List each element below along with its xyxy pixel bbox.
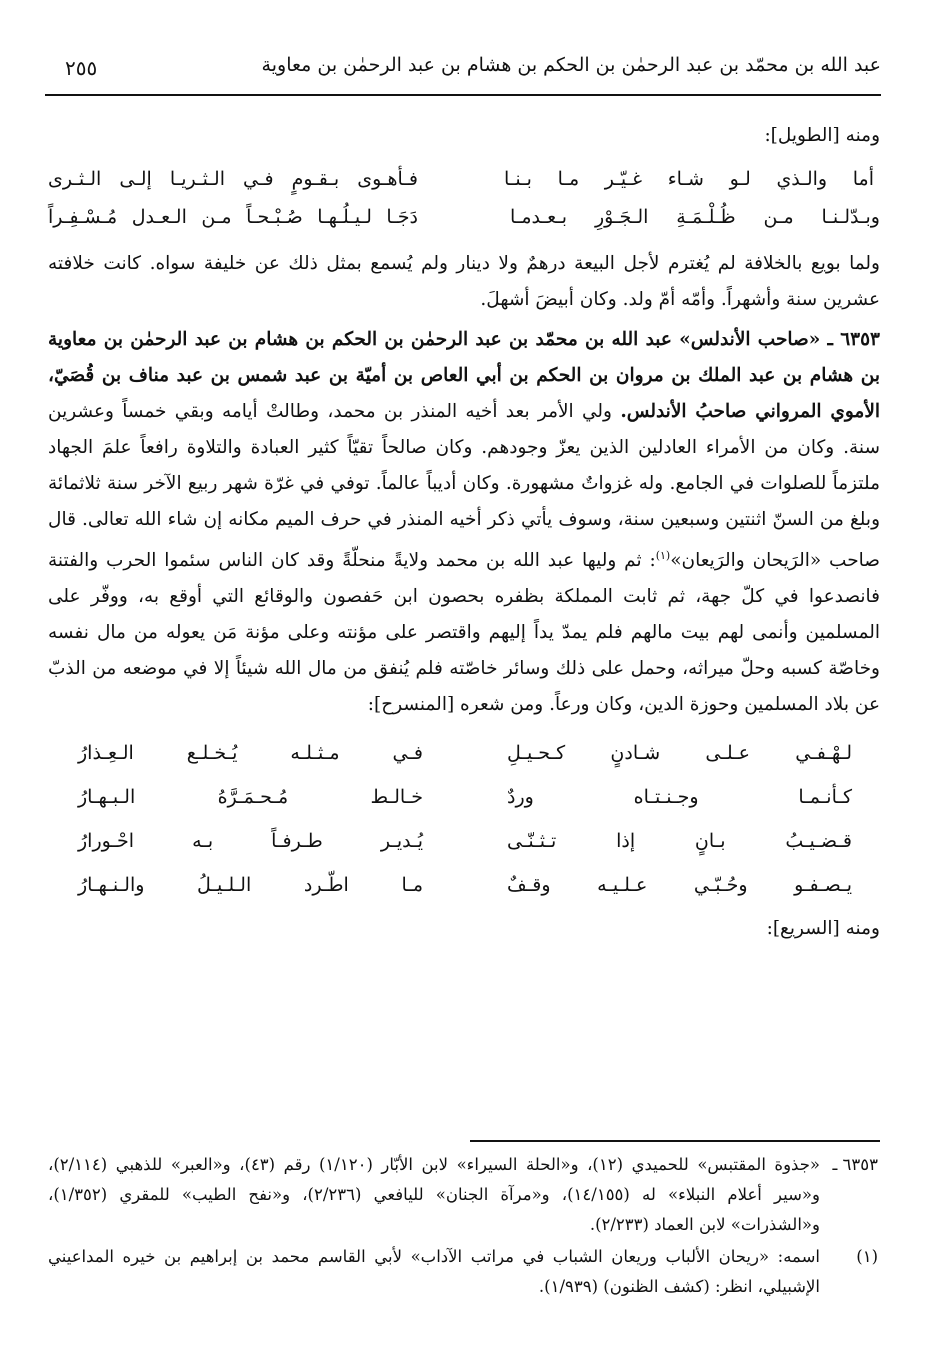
poem2-verse-2 bbox=[78, 775, 852, 819]
meter-closing: ومنه [السريع]: bbox=[766, 918, 880, 940]
poem2 bbox=[48, 731, 880, 907]
hemistich-first: كـأنـمـا وجـنـتـاه وردٌ bbox=[507, 786, 852, 809]
hemistich-second: فـأهـوى بـقـومٍ فـي الـثـريـا إلـى الـثـرى bbox=[48, 168, 418, 190]
running-title: عبد الله بن محمّد بن عبد الرحمٰن بن الحكم بن هشام بن عبد الرحمٰن بن معاوية bbox=[261, 54, 881, 76]
footnote-text: «جذوة المقتبس» للحميدي (١٢)، و«الحلة السيراء» لابن الأبّار (١/١٢٠) رقم (٤٣)، و«العبر» للذهبي (٢/١١٤)، و«سير أعلام النبلاء» له (١٤/١٥٥)، و«مرآة الجنان» لليافعي (٢/٢٣٦)، و«نفح الطيب» للمقري (١/٣٥٢)، و«الشذرات» لابن العماد (٢/٢٣٣). bbox=[48, 1155, 820, 1234]
hemistich-first: وبـدّلـنـا مـن ظُـلْـمَـةِ الـجَـوْرِ بـعـدمـا bbox=[510, 206, 880, 228]
poem1-verse-1 bbox=[48, 160, 880, 198]
footnote-text: اسمه: «ريحان الألباب وريعان الشباب في مراتب الآداب» لأبي القاسم محمد بن إبراهيم بن خيره المداعيني الإشبيلي، انظر: (كشف الظنون) (١/٩٣٩). bbox=[48, 1247, 820, 1296]
entry-body-continued: : ثم وليها عبد الله بن محمد ولايةً منحلّةً وقد كان الناس سئموا الحرب والفتنة فانصدعوا في كلّ جهة، ثم ثابت المملكة بظفره بحصون ابن حَفصون والوقائع التي أوقع به، ووفّر على المسلمين وأنمى لهم بيت مالهم فلم يمدّ يداً إليهم واقتصر على مؤنته وعلى مؤنة مَن يعوله من مال نفسه وخاصّة كسبه وحلّ ميراثه، وحمل على ذلك وسائر خاصّته فلم يُنفق من مال الله شيئاً إلا في موضعه من الذبّ عن بلاد المسلمين وحوزة الدين، وكان ورعاً. ومن شعره [المنسرح]: bbox=[48, 550, 880, 716]
poem2-verse-4 bbox=[78, 863, 852, 907]
footnote-label: ٦٣٥٣ ـ bbox=[832, 1155, 878, 1174]
hemistich-second: خـالـط مُـحـمَـرَّهُ الـبـهـارُ bbox=[78, 786, 423, 809]
meter-intro: ومنه [الطويل]: bbox=[764, 125, 880, 146]
hemistich-second: يُـديـر طـرفـاً بـه احْـورارُ bbox=[78, 830, 423, 853]
entry-heading: ٦٣٥٣ ـ «صاحب الأندلس» عبد الله بن محمّد بن عبد الرحمٰن بن الحكم بن هشام بن عبد الرحمٰن بن معاوية بن هشام بن عبد الملك بن مروان بن الحكم بن أبي العاص بن أميّة بن عبد شمس بن عبد مناف بن قُصَيّ، الأموي المرواني صاحبُ الأندلس. bbox=[48, 329, 881, 422]
hemistich-first: قـضـيـبُ بـانٍ إذا تـثـنّـى bbox=[507, 830, 852, 853]
poem2-verse-1 bbox=[78, 731, 852, 775]
poem2-verse-3 bbox=[78, 819, 852, 863]
footnote bbox=[48, 1242, 878, 1302]
main-text bbox=[48, 118, 880, 947]
hemistich-second: دَجَـا لـيـلُـهـا صُـبْـحـاً مـن الـعـدل مُـسْـفِـراً bbox=[48, 206, 418, 228]
hemistich-first: يـصـفـو وحُـبّـي عـلـيـه وقـفٌ bbox=[507, 874, 852, 897]
footnote-label: (١) bbox=[856, 1247, 878, 1266]
page-header bbox=[45, 38, 881, 96]
footnote-divider bbox=[470, 1140, 880, 1142]
page-number: ٢٥٥ bbox=[65, 56, 98, 80]
footnote-ref: (١) bbox=[655, 549, 671, 562]
footnote bbox=[48, 1150, 878, 1240]
biography-entry bbox=[48, 322, 880, 723]
hemistich-second: فـي مـثـلـه يُـخـلـع الـعِـذارُ bbox=[78, 742, 423, 765]
entry-body: ولي الأمر بعد أخيه المنذر بن محمد، وطالتْ أيامه وبقي خمساً وعشرين سنة. وكان من الأمراء العادلين الذين يعزّ وجودهم. وكان صالحاً تقيّاً كثير العبادة والتلاوة رافعاً علمَ الجهاد ملتزماً للصلوات في الجامع. وله غزواتٌ مشهورة. وكان أديباً عالماً. توفي في غرّة شهر ربيع الآخر سنة ثلاثمائة وبلغ من السنّ اثنتين وسبعين سنة، وسوف يأتي ذكر أخيه المنذر في حرف الميم مكانه إن شاء الله تعالى. قال صاحب «الرَيحان والرَيعان» bbox=[48, 401, 881, 572]
paragraph-caliphate: ولما بويع بالخلافة لم يُغترم لأجل البيعة درهمٌ ولا دينار ولم يُسمع بمثل ذلك عن خليفة سواه. كانت خلافته عشرين سنة وأشهراً. وأمّه أمّ ولد. وكان أبيضَ أشهلَ. bbox=[48, 253, 880, 310]
hemistich-first: لـهْـفـي عـلـى شـادنٍ كـحـيـلِ bbox=[507, 742, 852, 765]
hemistich-first: أما والـذي لـو شـاء غـيّـر مـا بـنـا bbox=[504, 168, 874, 190]
poem1-verse-2 bbox=[48, 198, 880, 236]
footnotes bbox=[48, 1150, 878, 1304]
hemistich-second: مـا اطّـرد الـلـيـلُ والـنـهـارُ bbox=[78, 874, 423, 897]
